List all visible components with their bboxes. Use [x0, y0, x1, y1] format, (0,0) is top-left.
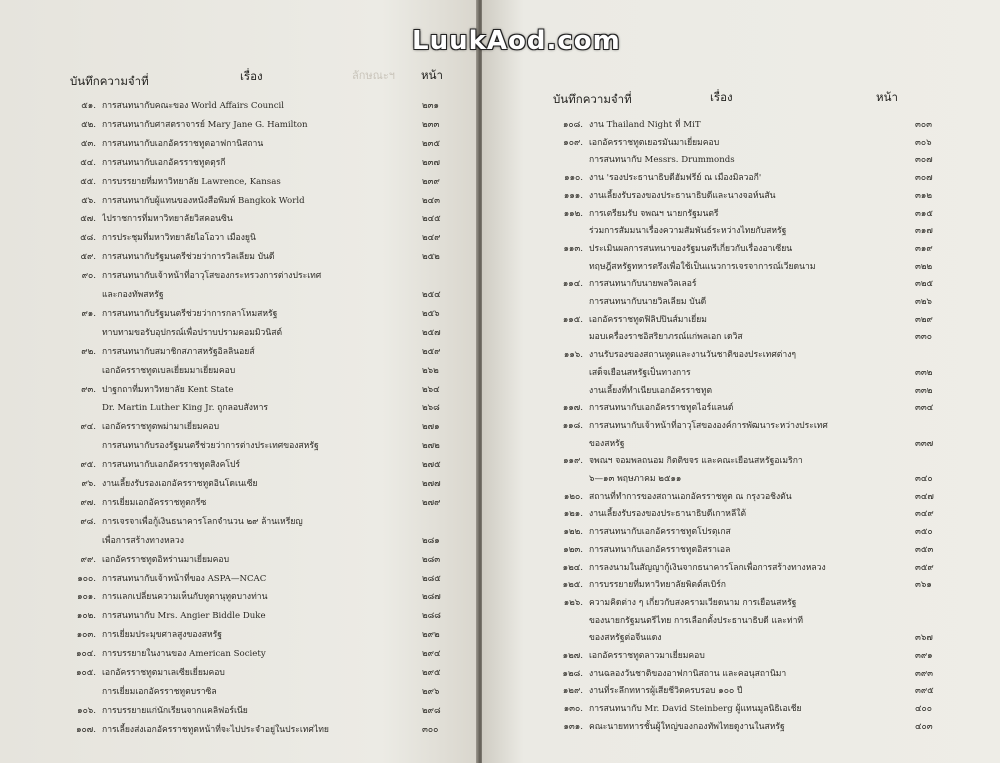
header-page: หน้า [876, 90, 898, 104]
page-number: ๒๕๔ [422, 290, 441, 300]
entry-title: งานที่ระลึกทหารผู้เสียชีวิตครบรอบ ๑๐๐ ปี [589, 686, 743, 697]
toc-entry [62, 344, 458, 360]
page-number: ๓๒๖ [915, 297, 932, 307]
page-number: ๓๐๗ [915, 173, 933, 184]
toc-entry [549, 577, 969, 593]
page-number: ๓๑๙ [915, 243, 933, 254]
toc-entry [549, 613, 969, 629]
memo-number: ๙๗. [80, 497, 96, 508]
page-number: ๒๙๘ [422, 705, 441, 716]
toc-entry [549, 170, 969, 186]
toc-entry [549, 453, 969, 469]
toc-entry [549, 117, 969, 133]
entry-title: เอกอัครราชทูตเบลเยี่ยมมาเยี่ยมคอบ [102, 365, 236, 376]
page-number: ๓๑๗ [915, 226, 933, 237]
memo-number: ๑๐๔. [76, 649, 96, 660]
entry-title: ไปราชการที่มหาวิทยาลัยวิสคอนซิน [102, 214, 233, 225]
toc-entry [62, 514, 458, 530]
entry-title: การสนทนากับศาสตราจารย์ Mary Jane G. Hamilton [102, 119, 308, 130]
page-number: ๓๒๙ [915, 314, 933, 325]
page-number: ๓๙๕ [915, 686, 934, 697]
toc-entry [62, 476, 458, 492]
entry-title: งานเลี้ยงรับรองของประธานาธิบดีและนางจอห์นสัน [589, 190, 776, 201]
entry-title: การแลกเปลี่ยนความเห็นกับทูตานุทูตบางท่าน [102, 592, 268, 603]
toc-entry [62, 571, 458, 587]
memo-number: ๙๖. [81, 479, 96, 489]
memo-number: ๑๒๗. [562, 651, 583, 661]
memo-number: ๑๑๐. [564, 173, 583, 184]
memo-number: ๑๓๑. [563, 721, 583, 732]
entry-title: การสนทนากับเอกอัครราชทูตไอร์แลนด์ [589, 403, 734, 414]
memo-number: ๕๙. [80, 252, 96, 263]
entry-title: เอกอัครราชทูตพม่ามาเยี่ยมคอบ [102, 422, 220, 433]
entry-title: เอกอัครราชทูตมาเลเซียเยี่ยมคอบ [102, 668, 225, 678]
page-number: ๒๘๗ [422, 592, 441, 603]
entry-title: การสนทนากับเจ้าหน้าที่อาวุโสขององค์การพัฒนาระหว่างประเทศ [589, 420, 828, 431]
entry-title: การสนทนากับนายวิลเลียม บันดี [589, 297, 707, 307]
toc-entry [62, 722, 458, 738]
toc-entry [62, 457, 458, 473]
entry-title: การสนทนากับรัฐมนตรีช่วยว่าการกลาโหมสหรัฐ [102, 308, 278, 319]
entry-title: งานฉลองวันชาติของอาฟกานิสถาน และคอนุสถานิมา [589, 668, 787, 679]
memo-number: ๑๒๖. [563, 597, 583, 608]
entry-title: การสนทนากับเอกอัครราชทูตอาฟกานิสถาน [102, 138, 264, 149]
memo-number: ๑๒๓. [563, 544, 583, 555]
entry-title: การเยี่ยมประมุขศาลสูงของสหรัฐ [102, 630, 223, 641]
header-memo-number: บันทึกความจำที่ [553, 92, 632, 106]
watermark-logo: LuukAod.com [412, 26, 621, 56]
entry-title: การสนทนากับสมาชิกสภาสหรัฐอิลลินอยส์ [102, 346, 255, 357]
header-subject: เรื่อง [240, 69, 263, 83]
entry-title: การสนทนากับเอกอัครราชทูตสิงคโปร์ [102, 460, 241, 471]
memo-number: ๑๑๖. [563, 350, 583, 361]
entry-title: การสนทนากับรองรัฐมนตรีช่วยว่าการต่างประเทศของสหรัฐ [102, 441, 319, 452]
page-number: ๔๐๓ [915, 721, 933, 732]
left-page [0, 0, 478, 763]
page-number: ๒๗๗ [422, 479, 441, 489]
toc-entry [549, 188, 969, 204]
page-number: ๓๑๕ [915, 208, 933, 219]
entry-title: การสนทนากับเอกอัครราชทูตโปรตุเกส [589, 527, 731, 538]
memo-number: ๕๗. [80, 214, 96, 225]
entry-title: การเตรียมรับ จพณฯ นายกรัฐมนตรี [589, 208, 719, 219]
entry-title: สถานที่ทำการของสถานเอกอัครราชทูต ณ กรุงวอชิงตัน [589, 491, 792, 502]
entry-title: ความคิดต่าง ๆ เกี่ยวกับสงครามเวียดนาม การเยือนสหรัฐ [589, 597, 797, 608]
header-page: หน้า [421, 68, 443, 82]
page-number: ๒๓๕ [422, 138, 441, 149]
entry-title: การสนทนากับผู้แทนของหนังสือพิมพ์ Bangkok World [102, 195, 305, 206]
memo-number: ๕๔. [80, 157, 96, 168]
entry-title: ปาฐกถาที่มหาวิทยาลัย Kent State [102, 384, 234, 395]
entry-title: การบรรยายแก่นักเรียนจากแคลิฟอร์เนีย [102, 705, 248, 716]
memo-number: ๑๐๘. [562, 120, 583, 130]
entry-title: เอกอัครราชทูตเยอรมันมาเยี่ยมคอบ [589, 137, 720, 148]
toc-entry [62, 703, 458, 719]
toc-entry [62, 646, 458, 662]
page-number: ๓๔๗ [915, 491, 934, 502]
page-number: ๒๓๑ [422, 101, 439, 111]
page-number: ๓๑๒ [915, 190, 932, 201]
page-number: ๓๐๐ [422, 724, 439, 735]
entry-title: ของนายกรัฐมนตรีไทย การเลือกตั้งประธานาธิบดี และท่าที [589, 615, 804, 626]
page-number: ๓๙๑ [915, 651, 933, 661]
page-number: ๒๔๕ [422, 214, 441, 225]
toc-entry [549, 666, 969, 682]
entry-title: งานรับรองของสถานทูตและงานวันชาติของประเทศต่างๆ [589, 350, 797, 361]
toc-entry [549, 152, 969, 168]
page-number: ๒๔๓ [422, 195, 441, 206]
toc-entry [62, 325, 458, 341]
page-number: ๒๗๙ [422, 497, 441, 508]
toc-entry [549, 542, 969, 558]
toc-entry [62, 627, 458, 643]
entry-title: จพณฯ จอมพลถนอม กิตติขจร และคณะเยือนสหรัฐอเมริกา [589, 456, 803, 467]
toc-entry [549, 701, 969, 717]
memo-number: ๑๑๙. [563, 456, 583, 467]
toc-entry [549, 719, 969, 735]
entry-title: การสนทนากับเอกอัครราชทูตอิสราเอล [589, 544, 731, 555]
page-number: ๒๓๓ [422, 119, 440, 130]
memo-number: ๑๐๙. [563, 137, 583, 148]
memo-number: ๑๑๑. [563, 190, 583, 201]
memo-number: ๑๒๒. [563, 527, 583, 538]
page-number: ๒๘๓ [422, 554, 441, 565]
page-number: ๓๓๒ [915, 385, 933, 396]
toc-entry [549, 223, 969, 239]
toc-entry [62, 174, 458, 190]
memo-number: ๕๕. [80, 176, 96, 187]
toc-entry [549, 436, 969, 452]
entry-title: การสนทนากับนายพลวิลเลอร์ [589, 279, 697, 290]
toc-entry [62, 533, 458, 549]
entry-title: ร่วมการสัมมนาเรื่องความสัมพันธ์ระหว่างไทยกับสหรัฐ [589, 226, 787, 237]
page-number: ๒๘๕ [422, 573, 441, 584]
toc-entry [549, 560, 969, 576]
toc-entry [62, 552, 458, 568]
entry-title: การเยี่ยมเอกอัครราชทูตบราซิล [102, 686, 217, 697]
toc-entry [62, 98, 458, 114]
page-number: ๓๓๗ [915, 438, 934, 449]
toc-entry [549, 648, 969, 664]
entry-title: งานเลี้ยงที่ทำเนียบเอกอัครราชทูต [589, 385, 713, 396]
memo-number: ๕๑. [81, 101, 96, 111]
page-number: ๒๖๘ [422, 403, 440, 414]
memo-number: ๙๑. [81, 308, 96, 319]
page-number: ๓๐๓ [915, 120, 932, 130]
page-number: ๒๙๖ [422, 686, 440, 697]
toc-entry [62, 193, 458, 209]
page-number: ๓๒๕ [915, 279, 934, 290]
toc-entry [549, 383, 969, 399]
toc-entry [549, 630, 969, 646]
memo-number: ๕๖. [81, 195, 96, 206]
memo-number: ๕๓. [80, 138, 96, 149]
page-number: ๓๔๐ [915, 474, 933, 484]
toc-entry [549, 276, 969, 292]
toc-entry [62, 438, 458, 454]
entry-title: งานเลี้ยงรับรองเอกอัครราชทูตอินโดเนเซีย [102, 479, 258, 489]
page-number: ๓๔๙ [915, 509, 934, 520]
toc-entry [62, 382, 458, 398]
entry-title: มอบเครื่องราชอิสริยาภรณ์แก่พลเอก เดวิส [589, 332, 743, 343]
toc-entry [549, 312, 969, 328]
entry-title: งานเลี้ยงรับรองของประธานาธิบดีเกาหลีใต้ [589, 509, 747, 520]
page-number: ๒๔๙ [422, 233, 441, 244]
toc-entry [549, 595, 969, 611]
toc-entry [62, 419, 458, 435]
toc-entry [549, 206, 969, 222]
page-number: ๒๕๒ [422, 252, 440, 263]
toc-entry [549, 329, 969, 345]
memo-number: ๙๒. [81, 346, 96, 357]
toc-entry [62, 400, 458, 416]
memo-number: ๑๒๑. [563, 509, 583, 520]
memo-number: ๑๒๘. [562, 668, 583, 679]
memo-number: ๑๐๐. [77, 573, 96, 584]
toc-entry [62, 211, 458, 227]
entry-title: เอกอัครราชทูตฟิลิปปินส์มาเยี่ยม [589, 314, 707, 325]
page-number: ๓๖๗ [915, 633, 933, 644]
entry-title: การบรรยายในงานของ American Society [102, 649, 266, 660]
entry-title: คณะนายทหารชั้นผู้ใหญ่ของกองทัพไทยดูงานในสหรัฐ [589, 721, 785, 732]
memo-number: ๙๕. [80, 460, 96, 471]
header-memo-number: บันทึกความจำที่ [70, 74, 149, 88]
page-number: ๔๐๐ [915, 704, 932, 715]
entry-title: การสนทนากับคณะของ World Affairs Council [102, 101, 285, 111]
entry-title: การเยี่ยมเอกอัครราชทูตกรีซ [102, 497, 207, 508]
page-number: ๓๓๒ [915, 367, 933, 378]
page-number: ๒๕๖ [422, 308, 440, 319]
toc-entry [549, 400, 969, 416]
right-page [482, 0, 1000, 763]
entry-title: เอกอัครราชทูตลาวมาเยี่ยมคอบ [589, 651, 705, 661]
memo-number: ๑๒๕. [562, 580, 583, 591]
bleed-through-text: ลักษณะฯ [352, 69, 395, 82]
memo-number: ๙๓. [81, 384, 96, 395]
entry-title: การสนทนากับรัฐมนตรีช่วยว่าการวิลเลียม บันดี [102, 252, 275, 263]
memo-number: ๑๓๐. [563, 704, 583, 715]
entry-title: การสนทนากับ Mrs. Angier Biddle Duke [102, 611, 266, 622]
entry-title: เพื่อการสร้างทางหลวง [102, 535, 184, 546]
page-number: ๒๕๙ [422, 346, 441, 357]
memo-number: ๑๒๔. [562, 562, 583, 573]
toc-entry [549, 506, 969, 522]
page-number: ๒๗๑ [422, 422, 440, 433]
page-number: ๒๗๒ [422, 441, 440, 452]
entry-title: ประเมินผลการสนทนาของรัฐมนตรีเกี่ยวกับเรื่องอาเซียน [589, 243, 793, 254]
memo-number: ๑๐๗. [76, 724, 96, 735]
page-number: ๓๒๒ [915, 261, 933, 272]
toc-entry [549, 259, 969, 275]
memo-number: ๑๑๔. [562, 279, 583, 290]
toc-entry [549, 365, 969, 381]
entry-title: การสนทนากับ Mr. David Steinberg ผู้แทนมูลนิธิเอเชีย [589, 704, 802, 715]
memo-number: ๑๑๒. [563, 208, 583, 219]
toc-entry [549, 135, 969, 151]
memo-number: ๕๘. [80, 233, 96, 244]
page-number: ๒๖๔ [422, 384, 440, 395]
memo-number: ๑๐๖. [77, 705, 96, 716]
page-number: ๒๙๒ [422, 630, 440, 641]
page-number: ๓๖๑ [915, 580, 932, 591]
entry-title: การเลี้ยงส่งเอกอัครราชทูตหน้าที่จะไปประจำอยู่ในประเทศไทย [102, 724, 329, 735]
page-number: ๒๗๕ [422, 460, 441, 471]
memo-number: ๑๑๗. [562, 403, 583, 414]
toc-entry [62, 495, 458, 511]
page-number: ๒๙๔ [422, 649, 441, 660]
memo-number: ๙๘. [80, 516, 96, 527]
memo-number: ๑๐๑. [77, 592, 96, 603]
toc-entry [62, 268, 458, 284]
toc-entry [549, 418, 969, 434]
page-number: ๓๙๓ [915, 668, 934, 679]
entry-title: ๖—๑๓ พฤษภาคม ๒๕๑๑ [589, 474, 682, 484]
entry-title: เอกอัครราชทูตอิหร่านมาเยี่ยมคอบ [102, 554, 230, 565]
toc-entry [62, 684, 458, 700]
toc-entry [62, 608, 458, 624]
page-number: ๒๕๗ [422, 327, 441, 338]
entry-title: ทาบทามขอรับอุปกรณ์เพื่อปราบปรามคอมมิวนิสต์ [102, 327, 283, 338]
toc-entry [549, 294, 969, 310]
page-number: ๓๓๔ [915, 403, 934, 414]
memo-number: ๑๒๐. [563, 491, 583, 502]
toc-entry [549, 489, 969, 505]
entry-title: การสนทนากับเจ้าหน้าที่อาวุโสของกระทรวงการต่างประเทศ [102, 271, 322, 282]
toc-entry [62, 230, 458, 246]
entry-title: ของสหรัฐ [589, 438, 625, 449]
page-number: ๒๓๙ [422, 176, 440, 187]
memo-number: ๙๐. [81, 271, 96, 282]
memo-number: ๑๑๓. [563, 243, 583, 254]
memo-number: ๑๑๘. [562, 420, 583, 431]
toc-entry [62, 287, 458, 303]
toc-entry [62, 117, 458, 133]
entry-title: งาน 'รองประธานาธิบดีฮัมฟรีย์ ณ เมืองมิลวอกี' [589, 173, 762, 184]
toc-entry [62, 249, 458, 265]
entry-title: ทฤษฎีสหรัฐทหารตรึงเพื่อใช้เป็นแนวการเจรจาการณ์เวียดนาม [589, 261, 816, 272]
entry-title: การลงนามในสัญญากู้เงินจากธนาคารโลกเพื่อการสร้างทางหลวง [589, 562, 826, 573]
page-number: ๒๘๑ [422, 535, 440, 546]
header-subject: เรื่อง [710, 90, 733, 104]
page-number: ๓๐๗ [915, 155, 933, 166]
toc-entry [62, 589, 458, 605]
memo-number: ๙๙. [80, 554, 96, 565]
entry-title: ของสหรัฐต่อจีนแดง [589, 633, 662, 644]
toc-entry [62, 136, 458, 152]
toc-entry [549, 471, 969, 487]
page-number: ๒๙๕ [422, 668, 441, 678]
entry-title: งาน Thailand Night ที่ MiT [589, 120, 701, 130]
memo-number: ๑๐๒. [76, 611, 96, 622]
page-number: ๓๕๐ [915, 527, 933, 538]
toc-entry [549, 241, 969, 257]
toc-entry [62, 306, 458, 322]
entry-title: การสนทนากับ Messrs. Drummonds [589, 155, 735, 166]
memo-number: ๕๒. [81, 119, 96, 130]
entry-title: การบรรยายที่มหาวิทยาลัย Lawrence, Kansas [102, 176, 281, 187]
memo-number: ๑๒๙. [562, 686, 583, 697]
entry-title: การบรรยายที่มหาวิทยาลัยพิตต์สเบิร์ก [589, 580, 726, 591]
toc-entry [62, 363, 458, 379]
page-number: ๒๓๗ [422, 157, 441, 168]
page-number: ๒๖๒ [422, 365, 439, 376]
memo-number: ๑๐๓. [76, 630, 96, 641]
entry-title: Dr. Martin Luther King Jr. ถูกลอบสังหาร [102, 403, 269, 414]
page-number: ๓๐๖ [915, 137, 932, 148]
memo-number: ๙๔. [80, 422, 96, 433]
page-number: ๓๕๓ [915, 544, 934, 555]
memo-number: ๑๑๕. [562, 314, 583, 325]
toc-entry [549, 683, 969, 699]
entry-title: การสนทนากับเจ้าหน้าที่ของ ASPA—NCAC [102, 573, 267, 584]
page-number: ๓๕๙ [915, 562, 934, 573]
entry-title: การประชุมที่มหาวิทยาลัยไอโอวา เมืองยูนิ [102, 233, 256, 244]
page-number: ๒๘๘ [422, 611, 441, 622]
toc-entry [62, 155, 458, 171]
toc-entry [549, 524, 969, 540]
toc-entry [62, 665, 458, 681]
toc-entry [549, 347, 969, 363]
page-number: ๓๓๐ [915, 332, 932, 343]
entry-title: การเจรจาเพื่อกู้เงินธนาคารโลกจำนวน ๒๙ ล้านเหรียญ [102, 516, 303, 527]
entry-title: เสด็จเยือนสหรัฐเป็นทางการ [589, 367, 691, 378]
memo-number: ๑๐๕. [76, 668, 96, 678]
entry-title: การสนทนากับเอกอัครราชทูตตุรกี [102, 157, 226, 168]
entry-title: และกองทัพสหรัฐ [102, 290, 164, 300]
